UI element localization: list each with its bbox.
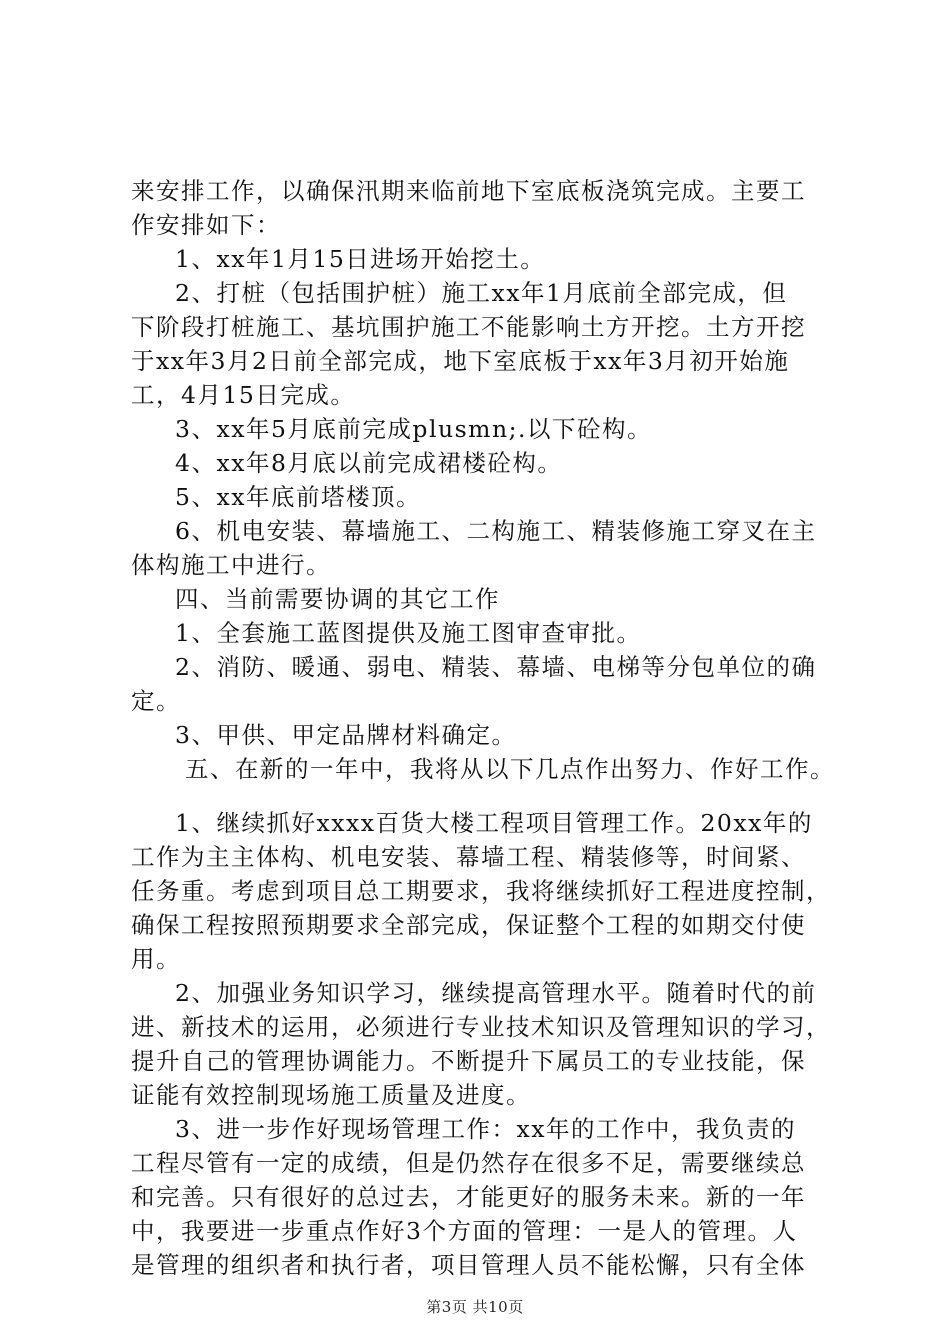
section-heading: 四、当前需要协调的其它工作 xyxy=(175,585,500,613)
text-line: 提升自己的管理协调能力。不断提升下属员工的专业技能，保 xyxy=(131,1047,806,1075)
text-line: 2、加强业务知识学习，继续提高管理水平。随着时代的前 xyxy=(175,979,817,1007)
text-line: 2、打桩（包括围护桩）施工xx年1月底前全部完成，但 xyxy=(175,279,788,307)
text-line: 和完善。只有很好的总过去，才能更好的服务未来。新的一年 xyxy=(131,1183,806,1211)
text-line: 3、xx年5月底前完成plusmn;.以下砼构。 xyxy=(175,415,652,443)
text-line: 于xx年3月2日前全部完成，地下室底板于xx年3月初开始施 xyxy=(131,347,790,375)
text-line: 6、机电安装、幕墙施工、二构施工、精装修施工穿叉在主 xyxy=(175,517,817,545)
text-line: 中，我要进一步重点作好3个方面的管理：一是人的管理。人 xyxy=(131,1217,798,1245)
text-line: 下阶段打桩施工、基坑围护施工不能影响土方开挖。土方开挖 xyxy=(131,313,806,341)
text-line: 来安排工作，以确保汛期来临前地下室底板浇筑完成。主要工 xyxy=(131,177,806,205)
text-line: 工作为主主体构、机电安装、幕墙工程、精装修等，时间紧、 xyxy=(131,843,806,871)
text-line: 证能有效控制现场施工质量及进度。 xyxy=(131,1081,531,1109)
text-line: 3、进一步作好现场管理工作：xx年的工作中，我负责的 xyxy=(175,1115,796,1143)
text-line: 体构施工中进行。 xyxy=(131,551,331,579)
section-heading: 五、在新的一年中，我将从以下几点作出努力、作好工作。 xyxy=(185,755,835,783)
text-line: 1、xx年1月15日进场开始挖土。 xyxy=(175,245,546,273)
text-line: 3、甲供、甲定品牌材料确定。 xyxy=(175,721,517,749)
text-line: 5、xx年底前塔楼顶。 xyxy=(175,483,421,511)
text-line: 进、新技术的运用，必须进行专业技术知识及管理知识的学习， xyxy=(131,1013,831,1041)
page-footer: 第3页 共10页 xyxy=(426,1298,524,1316)
text-line: 工，4月15日完成。 xyxy=(131,381,356,409)
text-line: 确保工程按照预期要求全部完成，保证整个工程的如期交付使 xyxy=(131,911,806,939)
text-line: 定。 xyxy=(131,687,181,715)
text-line: 任务重。考虑到项目总工期要求，我将继续抓好工程进度控制， xyxy=(131,877,831,905)
text-line: 1、继续抓好xxxx百货大楼工程项目管理工作。20xx年的 xyxy=(175,809,813,837)
text-line: 作安排如下： xyxy=(131,211,281,239)
text-line: 4、xx年8月底以前完成裙楼砼构。 xyxy=(175,449,563,477)
text-line: 工程尽管有一定的成绩，但是仍然存在很多不足，需要继续总 xyxy=(131,1149,806,1177)
text-line: 2、消防、暖通、弱电、精装、幕墙、电梯等分包单位的确 xyxy=(175,653,817,681)
text-line: 用。 xyxy=(131,945,181,973)
text-line: 1、全套施工蓝图提供及施工图审查审批。 xyxy=(175,619,642,647)
text-line: 是管理的组织者和执行者，项目管理人员不能松懈，只有全体 xyxy=(131,1251,806,1279)
